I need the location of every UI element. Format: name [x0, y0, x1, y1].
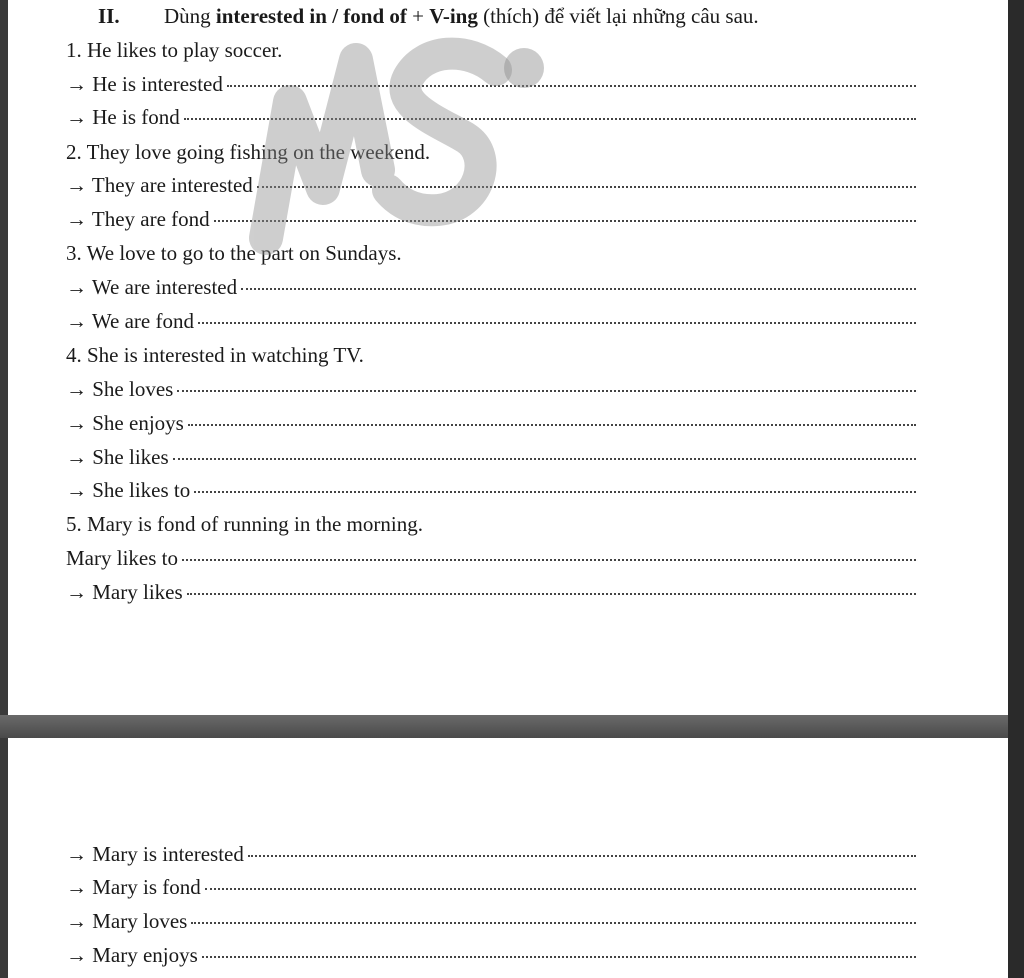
answer-line[interactable] — [66, 546, 916, 576]
answer-stem: → She enjoys — [66, 411, 184, 435]
answer-blank[interactable] — [227, 85, 916, 87]
answer-line[interactable] — [66, 445, 916, 475]
answer-line[interactable] — [66, 411, 916, 441]
answer-line[interactable] — [66, 72, 916, 102]
answer-blank[interactable] — [173, 458, 916, 460]
exercise-heading — [98, 4, 759, 29]
exercise-number: II. — [98, 4, 120, 28]
page-separator — [0, 715, 1024, 738]
heading-suffix: (thích) để viết lại những câu sau. — [477, 4, 759, 28]
answer-blank[interactable] — [205, 888, 916, 890]
answer-stem: → She loves — [66, 377, 174, 401]
answer-line[interactable] — [66, 875, 916, 905]
worksheet-page-2 — [8, 738, 1008, 978]
answer-line[interactable] — [66, 909, 916, 939]
answer-stem: → She likes — [66, 445, 169, 469]
page-edge-left — [0, 0, 8, 978]
answer-blank[interactable] — [191, 922, 916, 924]
answer-stem: → They are interested — [66, 173, 253, 197]
answer-stem: → We are interested — [66, 275, 238, 299]
heading-bold-ving: V-ing — [429, 4, 478, 28]
answer-line[interactable] — [66, 105, 916, 135]
answer-blank[interactable] — [187, 593, 916, 595]
answer-line[interactable] — [66, 478, 916, 508]
answer-stem: → Mary enjoys — [66, 943, 198, 967]
answer-blank[interactable] — [202, 956, 916, 958]
answer-stem: → She likes to — [66, 478, 191, 502]
answer-line[interactable] — [66, 377, 916, 407]
answer-blank[interactable] — [241, 288, 916, 290]
question-4: 4. She is interested in watching TV. — [66, 343, 364, 367]
heading-middle: + — [406, 4, 430, 28]
answer-blank[interactable] — [214, 220, 916, 222]
answer-stem: → We are fond — [66, 309, 194, 333]
answer-blank[interactable] — [248, 855, 916, 857]
answer-line[interactable] — [66, 842, 916, 872]
answer-blank[interactable] — [257, 186, 916, 188]
question-5: 5. Mary is fond of running in the morning. — [66, 512, 423, 536]
answer-blank[interactable] — [177, 390, 916, 392]
answer-stem: → Mary is fond — [66, 875, 201, 899]
worksheet-page-1 — [8, 0, 1008, 715]
page-edge-right — [1008, 0, 1024, 978]
answer-line[interactable] — [66, 173, 916, 203]
answer-line[interactable] — [66, 580, 916, 610]
answer-blank[interactable] — [188, 424, 916, 426]
answer-stem: → He is fond — [66, 105, 180, 129]
answer-blank[interactable] — [182, 559, 916, 561]
answer-stem: Mary likes to — [66, 546, 178, 570]
answer-blank[interactable] — [194, 491, 916, 493]
answer-stem: → Mary likes — [66, 580, 183, 604]
heading-bold-terms: interested in / fond of — [215, 4, 407, 28]
answer-line[interactable] — [66, 309, 916, 339]
answer-stem: → They are fond — [66, 207, 210, 231]
answer-line[interactable] — [66, 943, 916, 973]
answer-blank[interactable] — [184, 118, 916, 120]
question-2: 2. They love going fishing on the weekend. — [66, 140, 431, 164]
question-3: 3. We love to go to the part on Sundays. — [66, 241, 402, 265]
answer-stem: → He is interested — [66, 72, 223, 96]
answer-line[interactable] — [66, 207, 916, 237]
question-1: 1. He likes to play soccer. — [66, 38, 283, 62]
answer-stem: → Mary loves — [66, 909, 188, 933]
answer-blank[interactable] — [198, 322, 916, 324]
answer-stem: → Mary is interested — [66, 842, 244, 866]
answer-line[interactable] — [66, 275, 916, 305]
heading-prefix: Dùng — [164, 4, 216, 28]
